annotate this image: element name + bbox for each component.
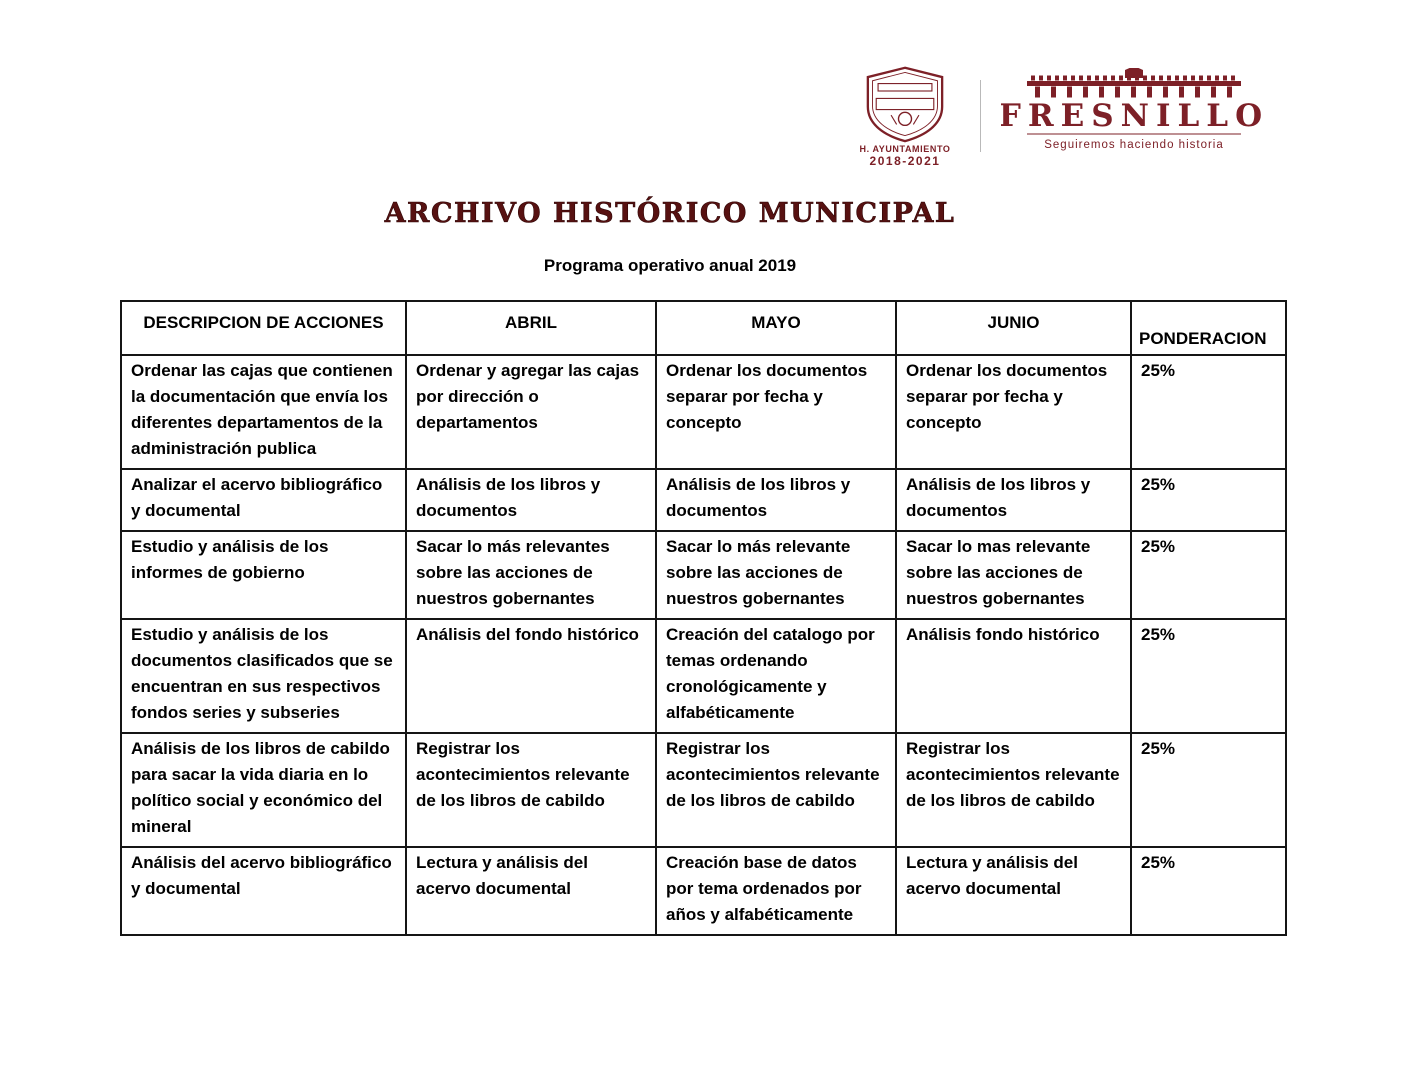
cell-abril: Análisis de los libros y documentos: [406, 469, 656, 531]
table-row: [121, 733, 1286, 847]
column-header-mayo: MAYO: [656, 301, 896, 355]
cell-descripcion: Análisis de los libros de cabildo para sacar la vida diaria en lo político social y económico del mineral: [121, 733, 406, 847]
fresnillo-tagline: Seguiremos haciendo historia: [1044, 138, 1224, 151]
page-subtitle: Programa operativo anual 2019: [543, 256, 797, 275]
cell-junio: Análisis de los libros y documentos: [896, 469, 1131, 531]
bridge-deck-icon: [1027, 81, 1241, 86]
table-row: [121, 531, 1286, 619]
cell-abril: Lectura y análisis del acervo documental: [406, 847, 656, 935]
ayuntamiento-crest-icon: [863, 65, 947, 143]
cell-ponderacion: 25%: [1131, 355, 1286, 469]
cell-junio: Registrar los acontecimientos relevante de los libros de cabildo: [896, 733, 1131, 847]
fresnillo-wordmark: FRESNILLO: [1001, 97, 1267, 134]
cell-junio: Sacar lo mas relevante sobre las acciones de nuestros gobernantes: [896, 531, 1131, 619]
cell-mayo: Registrar los acontecimientos relevante de los libros de cabildo: [656, 733, 896, 847]
cell-descripcion: Estudio y análisis de los documentos clasificados que se encuentran en sus respectivos fondos series y subseries: [121, 619, 406, 733]
page-title: ARCHIVO HISTÓRICO MUNICIPAL: [384, 198, 956, 229]
fresnillo-logo: [1001, 68, 1271, 165]
cell-ponderacion: 25%: [1131, 733, 1286, 847]
cell-descripcion: Análisis del acervo bibliográfico y documental: [121, 847, 406, 935]
column-header-junio: JUNIO: [896, 301, 1131, 355]
cell-abril: Análisis del fondo histórico: [406, 619, 656, 733]
column-header-abril: ABRIL: [406, 301, 656, 355]
table-row: [121, 847, 1286, 935]
fresnillo-logo-graphic: [1001, 68, 1267, 160]
cell-mayo: Análisis de los libros y documentos: [656, 469, 896, 531]
cell-descripcion: Ordenar las cajas que contienen la documentación que envía los diferentes departamentos de la administración publica: [121, 355, 406, 469]
cell-ponderacion: 25%: [1131, 619, 1286, 733]
table-row: [121, 355, 1286, 469]
cell-descripcion: Estudio y análisis de los informes de gobierno: [121, 531, 406, 619]
cell-ponderacion: 25%: [1131, 847, 1286, 935]
cell-ponderacion: 25%: [1131, 469, 1286, 531]
column-header-descripcion: DESCRIPCION DE ACCIONES: [121, 301, 406, 355]
column-header-ponderacion: PONDERACION: [1131, 301, 1286, 355]
cell-junio: Análisis fondo histórico: [896, 619, 1131, 733]
ayuntamiento-logo: [850, 65, 960, 168]
programa-operativo-table: [120, 300, 1287, 936]
header-logos: [850, 66, 1280, 166]
cell-mayo: Creación del catalogo por temas ordenando cronológicamente y alfabéticamente: [656, 619, 896, 733]
cell-abril: Ordenar y agregar las cajas por dirección o departamentos: [406, 355, 656, 469]
table-row: [121, 619, 1286, 733]
cell-abril: Sacar lo más relevantes sobre las acciones de nuestros gobernantes: [406, 531, 656, 619]
cell-descripcion: Analizar el acervo bibliográfico y documental: [121, 469, 406, 531]
cell-ponderacion: 25%: [1131, 531, 1286, 619]
table-row: [121, 469, 1286, 531]
cell-mayo: Sacar lo más relevante sobre las acciones de nuestros gobernantes: [656, 531, 896, 619]
table-header-row: [121, 301, 1286, 355]
cell-mayo: Ordenar los documentos separar por fecha y concepto: [656, 355, 896, 469]
ayuntamiento-years: 2018-2021: [869, 153, 941, 168]
cell-abril: Registrar los acontecimientos relevante de los libros de cabildo: [406, 733, 656, 847]
cell-junio: Lectura y análisis del acervo documental: [896, 847, 1131, 935]
logo-divider: [980, 80, 981, 152]
cell-junio: Ordenar los documentos separar por fecha y concepto: [896, 355, 1131, 469]
ayuntamiento-label: H. AYUNTAMIENTO: [859, 143, 951, 154]
cell-mayo: Creación base de datos por tema ordenados por años y alfabéticamente: [656, 847, 896, 935]
